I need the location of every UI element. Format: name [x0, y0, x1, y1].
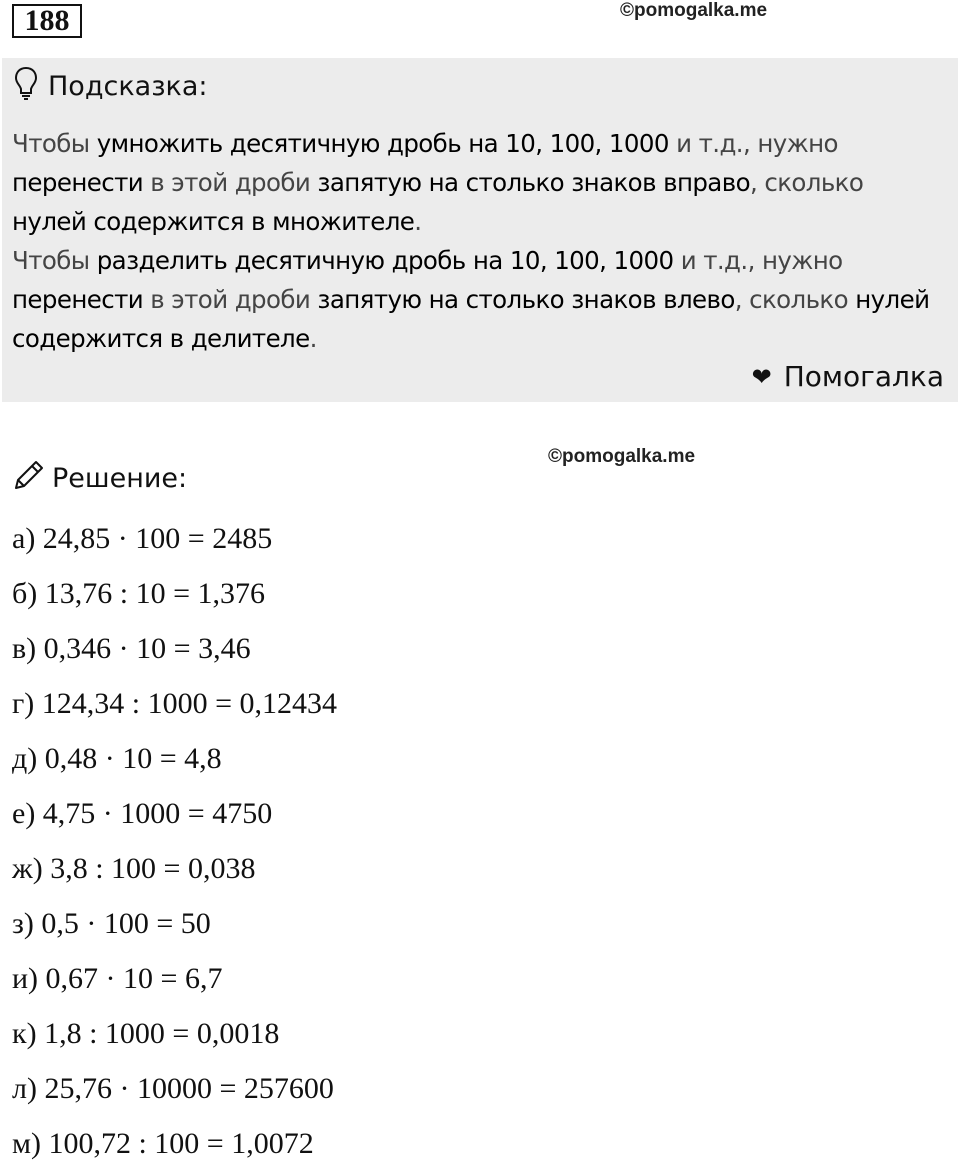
solution-line: к) 1,8 : 1000 = 0,0018	[12, 1017, 280, 1050]
hint-emphasis: умножить десятичную дробь на 10, 100, 1000	[96, 129, 669, 158]
solution-line: д) 0,48 · 10 = 4,8	[12, 742, 222, 775]
solution-line: з) 0,5 · 100 = 50	[12, 907, 211, 940]
hint-text	[12, 124, 942, 358]
watermark-top: ©pomogalka.me	[620, 0, 768, 21]
hint-emphasis: запятую на столько знаков влево	[317, 285, 735, 314]
hint-title: Подсказка:	[48, 70, 208, 102]
hint-text-segment: в этой дроби	[143, 285, 318, 314]
hint-text-segment: , сколько	[749, 168, 864, 197]
hint-header	[14, 68, 208, 104]
hint-text-segment: .	[414, 207, 422, 236]
brand	[752, 360, 944, 393]
hint-text-segment: .	[309, 324, 317, 353]
watermark-middle: ©pomogalka.me	[548, 446, 696, 467]
pencil-icon	[12, 458, 52, 499]
solution-line: и) 0,67 · 10 = 6,7	[12, 962, 223, 995]
solution-line: ж) 3,8 : 100 = 0,038	[12, 852, 256, 885]
hint-emphasis: разделить десятичную дробь на 10, 100, 1000	[96, 246, 674, 275]
hint-text-segment: в этой дроби	[143, 168, 318, 197]
solution-line: л) 25,76 · 10000 = 257600	[12, 1072, 334, 1105]
solution-line: г) 124,34 : 1000 = 0,12434	[12, 687, 338, 720]
brand-name: Помогалка	[783, 360, 944, 393]
hint-text-segment: Чтобы	[12, 129, 97, 158]
hint-text-segment: , сколько	[734, 285, 856, 314]
hint-emphasis: запятую на столько знаков вправо	[317, 168, 750, 197]
hint-text-segment: и т.д., нужно	[668, 129, 838, 158]
solution-line: е) 4,75 · 1000 = 4750	[12, 797, 273, 830]
solution-line: б) 13,76 : 10 = 1,376	[12, 577, 266, 610]
solution-line: м) 100,72 : 100 = 1,0072	[12, 1127, 314, 1160]
solution-line: а) 24,85 · 100 = 2485	[12, 522, 273, 555]
hint-emphasis: нулей содержится в множителе	[12, 207, 415, 236]
hint-paragraph	[12, 124, 942, 241]
hint-text-segment: Чтобы	[12, 246, 97, 275]
hint-emphasis: перенести	[12, 285, 144, 314]
solution-line: в) 0,346 · 10 = 3,46	[12, 632, 251, 665]
hint-box	[2, 58, 958, 402]
hint-emphasis: перенести	[12, 168, 144, 197]
solution-header	[12, 458, 187, 499]
hint-emphasis: нулей содержится в делителе	[12, 285, 930, 353]
solution-list	[12, 511, 337, 1171]
solution-title: Решение:	[52, 463, 188, 494]
lightbulb-icon	[14, 66, 48, 107]
hint-text-segment: и т.д., нужно	[673, 246, 843, 275]
hint-paragraph	[12, 241, 942, 358]
task-number: 188	[12, 4, 82, 38]
heart-icon: ❤	[751, 362, 772, 391]
